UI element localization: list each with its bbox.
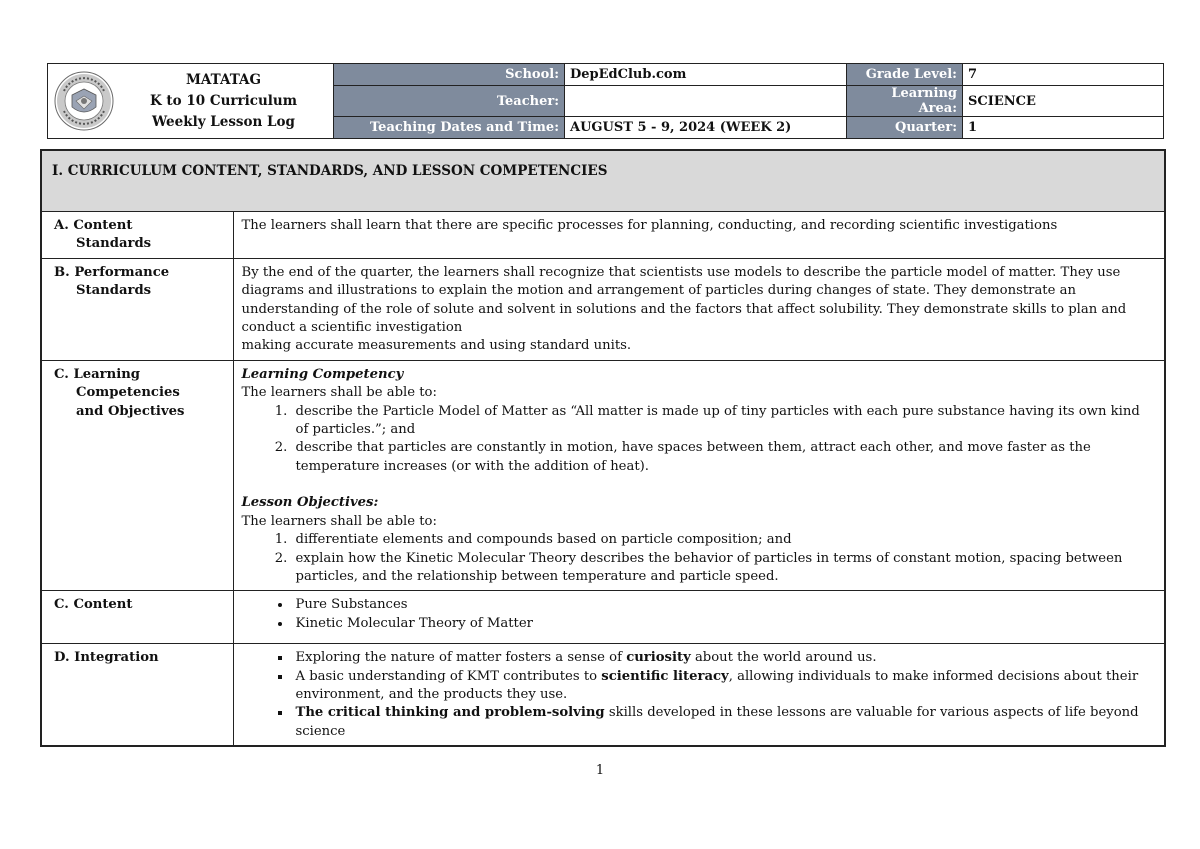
integration-item-1-bold: curiosity	[626, 650, 691, 666]
teaching-dates-label: Teaching Dates and Time:	[334, 117, 565, 139]
learning-competency-heading: Learning Competency	[241, 366, 404, 382]
learning-competency-intro: The learners shall be able to:	[241, 385, 437, 401]
brand-line-1: MATATAG	[185, 71, 262, 88]
integration-item-1-post: about the world around us.	[690, 650, 877, 666]
curriculum-table	[40, 149, 1166, 747]
lesson-objectives-intro: The learners shall be able to:	[241, 513, 437, 529]
competencies-row	[41, 360, 1165, 590]
list-item	[292, 704, 1157, 741]
performance-standards-label	[41, 258, 233, 360]
list-item: • Pure Substances	[292, 596, 1157, 614]
content-standards-label-b: Standards	[76, 236, 152, 252]
content-standards-row	[41, 212, 1165, 259]
integration-item-2-pre: A basic understanding of KMT contributes to	[295, 668, 602, 684]
teaching-dates-value[interactable]: AUGUST 5 - 9, 2024 (WEEK 2)	[565, 117, 847, 139]
performance-standards-cell	[233, 258, 1165, 360]
learning-competency-list	[242, 403, 1157, 477]
performance-standards-label-b: Standards	[76, 283, 152, 299]
integration-item-3-post: skills developed in these lessons are valuable for various aspects of life beyond science	[295, 705, 1139, 739]
content-cell	[233, 591, 1165, 644]
performance-standards-text: By the end of the quarter, the learners shall recognize that scientists use models to describe the particle model of matter. They use diagrams and illustrations to explain the motion and arrangement of particles during changes of state. They demonstrate an understanding of the role of solute and solvent in solutions and the factors that affect solubility. They demonstrate skills to plan and conduct a scientific investigation	[241, 264, 1127, 336]
content-standards-text: The learners shall learn that there are specific processes for planning, conducting, and recording scientific investigations	[233, 212, 1165, 259]
teacher-value[interactable]	[565, 86, 847, 117]
list-item	[292, 668, 1157, 705]
list-item: 2. explain how the Kinetic Molecular Theory describes the behavior of particles in terms of constant motion, spacing between particles, and the relationship between temperature and particle speed.	[292, 550, 1157, 587]
deped-seal-icon	[54, 71, 114, 131]
list-item: 1. differentiate elements and compounds based on particle composition; and	[292, 531, 1157, 549]
content-label: C. Content	[41, 591, 233, 644]
brand-line-3: Weekly Lesson Log	[151, 113, 295, 130]
competencies-label	[41, 360, 233, 590]
school-value[interactable]: DepEdClub.com	[565, 64, 847, 86]
school-label: School:	[334, 64, 565, 86]
brand-cell	[48, 64, 334, 139]
lesson-objectives-list	[242, 531, 1157, 586]
quarter-value[interactable]: 1	[963, 117, 1164, 139]
learning-area-value[interactable]: SCIENCE	[963, 86, 1164, 117]
teacher-label: Teacher:	[334, 86, 565, 117]
learning-area-label: Learning Area:	[847, 86, 963, 117]
competencies-label-b: Competencies	[76, 385, 180, 401]
list-item	[292, 649, 1157, 667]
competencies-label-c: and Objectives	[76, 403, 185, 419]
competencies-label-a: C. Learning	[54, 366, 141, 382]
integration-cell	[233, 644, 1165, 747]
integration-row	[41, 644, 1165, 747]
competencies-cell	[233, 360, 1165, 590]
content-standards-label-a: A. Content	[54, 218, 133, 233]
grade-level-label: Grade Level:	[847, 64, 963, 86]
performance-standards-label-a: B. Performance	[54, 264, 170, 280]
lesson-objectives-heading: Lesson Objectives:	[241, 495, 379, 511]
grade-level-value[interactable]: 7	[963, 64, 1164, 86]
integration-item-2-bold: scientific literacy	[601, 668, 729, 684]
page-number: 1	[595, 763, 605, 778]
header-table	[47, 63, 1164, 139]
content-row	[41, 591, 1165, 644]
list-item: • Kinetic Molecular Theory of Matter	[292, 615, 1157, 633]
integration-list	[242, 649, 1157, 741]
content-standards-label	[41, 212, 233, 259]
integration-item-3-bold: The critical thinking and problem-solving	[295, 705, 605, 721]
quarter-label: Quarter:	[847, 117, 963, 139]
integration-label: D. Integration	[41, 644, 233, 747]
brand-line-2: K to 10 Curriculum	[149, 92, 298, 109]
integration-item-1-pre: Exploring the nature of matter fosters a sense of	[295, 650, 627, 666]
list-item: 2. describe that particles are constantly in motion, have spaces between them, attract each other, and move faster as the temperature increases (or with the addition of heat).	[292, 439, 1157, 476]
section-title: I. CURRICULUM CONTENT, STANDARDS, AND LESSON COMPETENCIES	[41, 150, 1165, 212]
performance-standards-row	[41, 258, 1165, 360]
integration-item-2-post: , allowing individuals to make informed decisions about their environment, and the products they use.	[295, 668, 1139, 702]
content-list	[242, 596, 1157, 633]
performance-standards-text-2: making accurate measurements and using standard units.	[241, 338, 632, 354]
list-item: 1. describe the Particle Model of Matter as “All matter is made up of tiny particles with each pure substance having its own kind of particles.”; and	[292, 403, 1157, 440]
brand-text	[114, 70, 333, 133]
